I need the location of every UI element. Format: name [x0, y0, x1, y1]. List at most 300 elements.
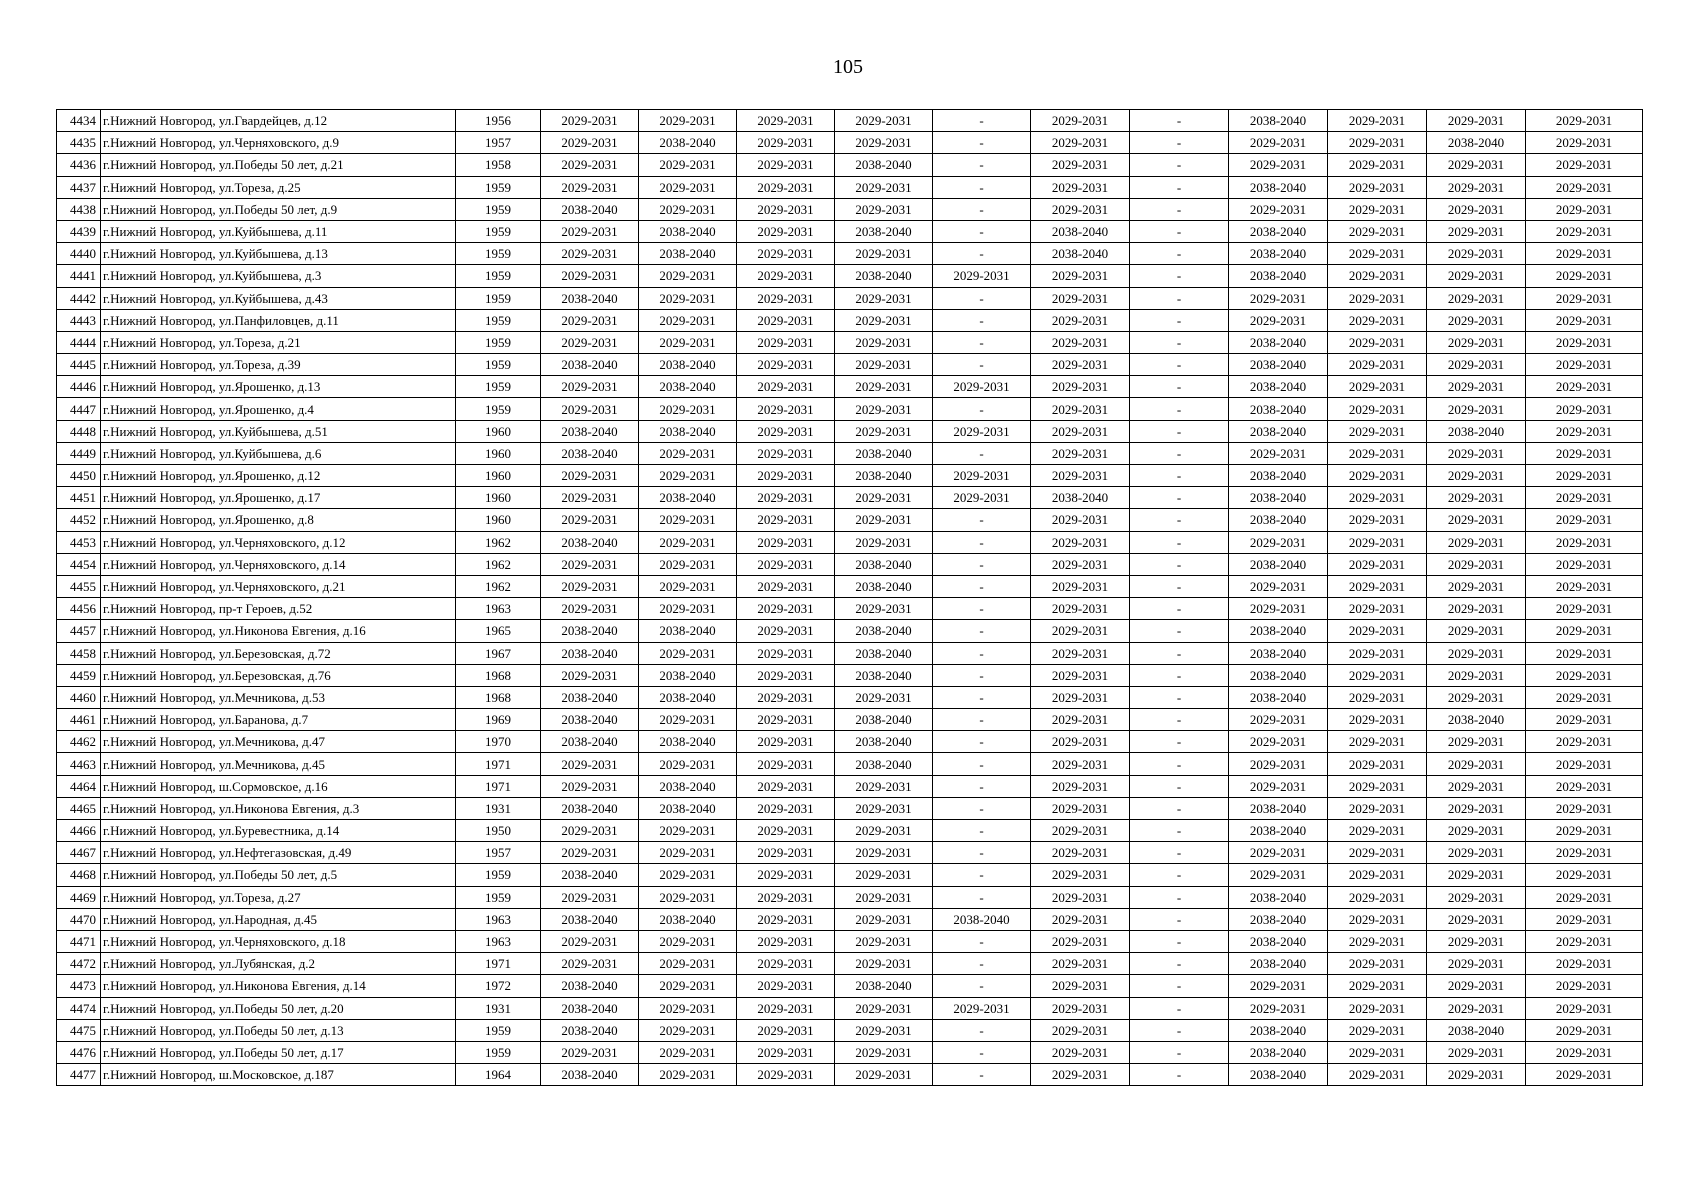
row-number-cell: 4452 — [57, 509, 101, 531]
period-col-6-cell: 2029-2031 — [1031, 930, 1130, 952]
period-col-9-cell: 2029-2031 — [1328, 1019, 1427, 1041]
period-col-2-cell: 2029-2031 — [639, 110, 737, 132]
address-cell: г.Нижний Новгород, ш.Московское, д.187 — [101, 1064, 456, 1086]
row-number-cell: 4475 — [57, 1019, 101, 1041]
period-col-4-cell: 2029-2031 — [835, 398, 933, 420]
address-cell: г.Нижний Новгород, ул.Тореза, д.27 — [101, 886, 456, 908]
period-col-6-cell: 2038-2040 — [1031, 487, 1130, 509]
period-col-11-cell: 2029-2031 — [1526, 686, 1643, 708]
period-col-1-cell: 2038-2040 — [541, 287, 639, 309]
row-number-cell: 4438 — [57, 198, 101, 220]
period-col-5-cell: - — [933, 354, 1031, 376]
period-col-6-cell: 2029-2031 — [1031, 531, 1130, 553]
build-year-cell: 1959 — [456, 376, 541, 398]
table-row — [57, 930, 1643, 952]
period-col-4-cell: 2029-2031 — [835, 930, 933, 952]
repair-schedule-table — [56, 109, 1643, 1086]
period-col-9-cell: 2029-2031 — [1328, 753, 1427, 775]
period-col-11-cell: 2029-2031 — [1526, 154, 1643, 176]
address-cell: г.Нижний Новгород, ул.Ярошенко, д.8 — [101, 509, 456, 531]
period-col-7-cell: - — [1130, 864, 1229, 886]
address-cell: г.Нижний Новгород, ул.Куйбышева, д.51 — [101, 420, 456, 442]
build-year-cell: 1957 — [456, 842, 541, 864]
period-col-6-cell: 2038-2040 — [1031, 243, 1130, 265]
period-col-8-cell: 2029-2031 — [1229, 775, 1328, 797]
period-col-6-cell: 2029-2031 — [1031, 154, 1130, 176]
period-col-4-cell: 2029-2031 — [835, 908, 933, 930]
address-cell: г.Нижний Новгород, ул.Победы 50 лет, д.9 — [101, 198, 456, 220]
period-col-8-cell: 2038-2040 — [1229, 908, 1328, 930]
period-col-11-cell: 2029-2031 — [1526, 864, 1643, 886]
period-col-4-cell: 2029-2031 — [835, 797, 933, 819]
build-year-cell: 1959 — [456, 220, 541, 242]
period-col-4-cell: 2029-2031 — [835, 1064, 933, 1086]
period-col-6-cell: 2029-2031 — [1031, 176, 1130, 198]
period-col-3-cell: 2029-2031 — [737, 243, 835, 265]
period-col-2-cell: 2029-2031 — [639, 598, 737, 620]
period-col-6-cell: 2029-2031 — [1031, 132, 1130, 154]
period-col-9-cell: 2029-2031 — [1328, 575, 1427, 597]
period-col-10-cell: 2029-2031 — [1427, 642, 1526, 664]
period-col-4-cell: 2038-2040 — [835, 265, 933, 287]
period-col-11-cell: 2029-2031 — [1526, 775, 1643, 797]
period-col-8-cell: 2038-2040 — [1229, 886, 1328, 908]
period-col-10-cell: 2038-2040 — [1427, 1019, 1526, 1041]
period-col-7-cell: - — [1130, 820, 1229, 842]
period-col-5-cell: - — [933, 686, 1031, 708]
period-col-8-cell: 2038-2040 — [1229, 1064, 1328, 1086]
period-col-10-cell: 2029-2031 — [1427, 864, 1526, 886]
table-row — [57, 953, 1643, 975]
row-number-cell: 4442 — [57, 287, 101, 309]
period-col-5-cell: - — [933, 398, 1031, 420]
period-col-6-cell: 2029-2031 — [1031, 642, 1130, 664]
period-col-2-cell: 2029-2031 — [639, 1041, 737, 1063]
period-col-7-cell: - — [1130, 930, 1229, 952]
build-year-cell: 1956 — [456, 110, 541, 132]
period-col-7-cell: - — [1130, 420, 1229, 442]
period-col-2-cell: 2029-2031 — [639, 820, 737, 842]
period-col-7-cell: - — [1130, 154, 1229, 176]
period-col-5-cell: - — [933, 287, 1031, 309]
period-col-6-cell: 2029-2031 — [1031, 620, 1130, 642]
period-col-6-cell: 2029-2031 — [1031, 376, 1130, 398]
period-col-5-cell: - — [933, 842, 1031, 864]
period-col-8-cell: 2029-2031 — [1229, 442, 1328, 464]
period-col-1-cell: 2029-2031 — [541, 553, 639, 575]
row-number-cell: 4451 — [57, 487, 101, 509]
period-col-3-cell: 2029-2031 — [737, 354, 835, 376]
period-col-8-cell: 2038-2040 — [1229, 110, 1328, 132]
period-col-10-cell: 2029-2031 — [1427, 953, 1526, 975]
period-col-1-cell: 2029-2031 — [541, 1041, 639, 1063]
period-col-8-cell: 2038-2040 — [1229, 953, 1328, 975]
address-cell: г.Нижний Новгород, ул.Победы 50 лет, д.13 — [101, 1019, 456, 1041]
address-cell: г.Нижний Новгород, ш.Сормовское, д.16 — [101, 775, 456, 797]
period-col-5-cell: - — [933, 620, 1031, 642]
period-col-3-cell: 2029-2031 — [737, 531, 835, 553]
table-row — [57, 243, 1643, 265]
period-col-11-cell: 2029-2031 — [1526, 886, 1643, 908]
build-year-cell: 1962 — [456, 531, 541, 553]
period-col-10-cell: 2029-2031 — [1427, 598, 1526, 620]
period-col-9-cell: 2029-2031 — [1328, 376, 1427, 398]
period-col-9-cell: 2029-2031 — [1328, 709, 1427, 731]
period-col-4-cell: 2038-2040 — [835, 154, 933, 176]
period-col-8-cell: 2038-2040 — [1229, 398, 1328, 420]
period-col-2-cell: 2029-2031 — [639, 709, 737, 731]
period-col-6-cell: 2029-2031 — [1031, 420, 1130, 442]
period-col-11-cell: 2029-2031 — [1526, 975, 1643, 997]
period-col-8-cell: 2038-2040 — [1229, 930, 1328, 952]
period-col-9-cell: 2029-2031 — [1328, 198, 1427, 220]
period-col-10-cell: 2029-2031 — [1427, 775, 1526, 797]
period-col-9-cell: 2029-2031 — [1328, 154, 1427, 176]
table-row — [57, 997, 1643, 1019]
period-col-6-cell: 2029-2031 — [1031, 709, 1130, 731]
period-col-4-cell: 2038-2040 — [835, 442, 933, 464]
period-col-3-cell: 2029-2031 — [737, 820, 835, 842]
period-col-5-cell: - — [933, 110, 1031, 132]
period-col-2-cell: 2038-2040 — [639, 686, 737, 708]
period-col-10-cell: 2029-2031 — [1427, 820, 1526, 842]
build-year-cell: 1960 — [456, 442, 541, 464]
table-row — [57, 642, 1643, 664]
row-number-cell: 4439 — [57, 220, 101, 242]
period-col-7-cell: - — [1130, 465, 1229, 487]
address-cell: г.Нижний Новгород, ул.Черняховского, д.9 — [101, 132, 456, 154]
period-col-1-cell: 2029-2031 — [541, 331, 639, 353]
row-number-cell: 4443 — [57, 309, 101, 331]
period-col-10-cell: 2029-2031 — [1427, 664, 1526, 686]
period-col-1-cell: 2038-2040 — [541, 198, 639, 220]
period-col-8-cell: 2038-2040 — [1229, 354, 1328, 376]
period-col-4-cell: 2038-2040 — [835, 664, 933, 686]
row-number-cell: 4476 — [57, 1041, 101, 1063]
row-number-cell: 4449 — [57, 442, 101, 464]
row-number-cell: 4454 — [57, 553, 101, 575]
period-col-11-cell: 2029-2031 — [1526, 176, 1643, 198]
period-col-5-cell: - — [933, 198, 1031, 220]
period-col-2-cell: 2029-2031 — [639, 1064, 737, 1086]
period-col-4-cell: 2029-2031 — [835, 420, 933, 442]
table-row — [57, 376, 1643, 398]
row-number-cell: 4472 — [57, 953, 101, 975]
period-col-10-cell: 2029-2031 — [1427, 575, 1526, 597]
period-col-8-cell: 2038-2040 — [1229, 176, 1328, 198]
period-col-9-cell: 2029-2031 — [1328, 176, 1427, 198]
period-col-3-cell: 2029-2031 — [737, 176, 835, 198]
period-col-5-cell: - — [933, 309, 1031, 331]
row-number-cell: 4444 — [57, 331, 101, 353]
period-col-11-cell: 2029-2031 — [1526, 620, 1643, 642]
row-number-cell: 4450 — [57, 465, 101, 487]
period-col-1-cell: 2038-2040 — [541, 908, 639, 930]
build-year-cell: 1959 — [456, 198, 541, 220]
period-col-11-cell: 2029-2031 — [1526, 1041, 1643, 1063]
period-col-7-cell: - — [1130, 398, 1229, 420]
period-col-5-cell: - — [933, 132, 1031, 154]
period-col-10-cell: 2029-2031 — [1427, 1041, 1526, 1063]
period-col-5-cell: - — [933, 1041, 1031, 1063]
period-col-8-cell: 2038-2040 — [1229, 620, 1328, 642]
period-col-6-cell: 2029-2031 — [1031, 265, 1130, 287]
period-col-9-cell: 2029-2031 — [1328, 886, 1427, 908]
period-col-9-cell: 2029-2031 — [1328, 1064, 1427, 1086]
period-col-10-cell: 2029-2031 — [1427, 797, 1526, 819]
period-col-5-cell: - — [933, 176, 1031, 198]
period-col-7-cell: - — [1130, 953, 1229, 975]
period-col-2-cell: 2029-2031 — [639, 331, 737, 353]
table-row — [57, 1019, 1643, 1041]
period-col-7-cell: - — [1130, 531, 1229, 553]
period-col-9-cell: 2029-2031 — [1328, 842, 1427, 864]
table-row — [57, 198, 1643, 220]
period-col-3-cell: 2029-2031 — [737, 487, 835, 509]
address-cell: г.Нижний Новгород, ул.Ярошенко, д.13 — [101, 376, 456, 398]
period-col-5-cell: 2029-2031 — [933, 997, 1031, 1019]
table-row — [57, 620, 1643, 642]
period-col-4-cell: 2029-2031 — [835, 110, 933, 132]
period-col-7-cell: - — [1130, 842, 1229, 864]
build-year-cell: 1959 — [456, 265, 541, 287]
period-col-2-cell: 2029-2031 — [639, 442, 737, 464]
period-col-10-cell: 2029-2031 — [1427, 243, 1526, 265]
period-col-7-cell: - — [1130, 1041, 1229, 1063]
period-col-8-cell: 2038-2040 — [1229, 642, 1328, 664]
table-row — [57, 686, 1643, 708]
period-col-8-cell: 2038-2040 — [1229, 265, 1328, 287]
build-year-cell: 1960 — [456, 465, 541, 487]
period-col-4-cell: 2029-2031 — [835, 1019, 933, 1041]
period-col-9-cell: 2029-2031 — [1328, 930, 1427, 952]
period-col-7-cell: - — [1130, 642, 1229, 664]
period-col-1-cell: 2029-2031 — [541, 753, 639, 775]
period-col-11-cell: 2029-2031 — [1526, 509, 1643, 531]
period-col-9-cell: 2029-2031 — [1328, 731, 1427, 753]
period-col-10-cell: 2029-2031 — [1427, 975, 1526, 997]
period-col-3-cell: 2029-2031 — [737, 686, 835, 708]
period-col-3-cell: 2029-2031 — [737, 709, 835, 731]
period-col-8-cell: 2038-2040 — [1229, 797, 1328, 819]
period-col-1-cell: 2038-2040 — [541, 864, 639, 886]
address-cell: г.Нижний Новгород, ул.Черняховского, д.12 — [101, 531, 456, 553]
table-row — [57, 487, 1643, 509]
address-cell: г.Нижний Новгород, ул.Куйбышева, д.13 — [101, 243, 456, 265]
period-col-10-cell: 2029-2031 — [1427, 487, 1526, 509]
period-col-1-cell: 2038-2040 — [541, 997, 639, 1019]
period-col-8-cell: 2038-2040 — [1229, 686, 1328, 708]
period-col-1-cell: 2038-2040 — [541, 531, 639, 553]
period-col-5-cell: - — [933, 797, 1031, 819]
row-number-cell: 4463 — [57, 753, 101, 775]
period-col-8-cell: 2029-2031 — [1229, 531, 1328, 553]
address-cell: г.Нижний Новгород, ул.Тореза, д.25 — [101, 176, 456, 198]
period-col-6-cell: 2029-2031 — [1031, 442, 1130, 464]
period-col-4-cell: 2029-2031 — [835, 598, 933, 620]
period-col-7-cell: - — [1130, 709, 1229, 731]
period-col-9-cell: 2029-2031 — [1328, 997, 1427, 1019]
period-col-6-cell: 2029-2031 — [1031, 908, 1130, 930]
period-col-6-cell: 2029-2031 — [1031, 953, 1130, 975]
build-year-cell: 1960 — [456, 509, 541, 531]
build-year-cell: 1971 — [456, 753, 541, 775]
period-col-9-cell: 2029-2031 — [1328, 775, 1427, 797]
period-col-4-cell: 2038-2040 — [835, 709, 933, 731]
build-year-cell: 1958 — [456, 154, 541, 176]
period-col-8-cell: 2038-2040 — [1229, 553, 1328, 575]
period-col-3-cell: 2029-2031 — [737, 331, 835, 353]
period-col-2-cell: 2038-2040 — [639, 243, 737, 265]
address-cell: г.Нижний Новгород, ул.Никонова Евгения, д.16 — [101, 620, 456, 642]
period-col-3-cell: 2029-2031 — [737, 975, 835, 997]
period-col-3-cell: 2029-2031 — [737, 953, 835, 975]
address-cell: г.Нижний Новгород, ул.Черняховского, д.18 — [101, 930, 456, 952]
period-col-9-cell: 2029-2031 — [1328, 531, 1427, 553]
table-row — [57, 908, 1643, 930]
period-col-7-cell: - — [1130, 354, 1229, 376]
period-col-2-cell: 2038-2040 — [639, 132, 737, 154]
period-col-11-cell: 2029-2031 — [1526, 709, 1643, 731]
period-col-1-cell: 2029-2031 — [541, 664, 639, 686]
row-number-cell: 4434 — [57, 110, 101, 132]
build-year-cell: 1959 — [456, 287, 541, 309]
page-number: 105 — [833, 56, 863, 78]
period-col-1-cell: 2029-2031 — [541, 176, 639, 198]
period-col-5-cell: - — [933, 953, 1031, 975]
period-col-7-cell: - — [1130, 220, 1229, 242]
period-col-8-cell: 2038-2040 — [1229, 509, 1328, 531]
period-col-7-cell: - — [1130, 886, 1229, 908]
period-col-11-cell: 2029-2031 — [1526, 664, 1643, 686]
address-cell: г.Нижний Новгород, ул.Гвардейцев, д.12 — [101, 110, 456, 132]
period-col-11-cell: 2029-2031 — [1526, 331, 1643, 353]
period-col-2-cell: 2038-2040 — [639, 354, 737, 376]
row-number-cell: 4470 — [57, 908, 101, 930]
period-col-10-cell: 2029-2031 — [1427, 398, 1526, 420]
row-number-cell: 4466 — [57, 820, 101, 842]
period-col-10-cell: 2029-2031 — [1427, 376, 1526, 398]
address-cell: г.Нижний Новгород, ул.Куйбышева, д.43 — [101, 287, 456, 309]
period-col-8-cell: 2029-2031 — [1229, 598, 1328, 620]
period-col-3-cell: 2029-2031 — [737, 620, 835, 642]
period-col-4-cell: 2038-2040 — [835, 620, 933, 642]
period-col-6-cell: 2029-2031 — [1031, 1019, 1130, 1041]
period-col-3-cell: 2029-2031 — [737, 997, 835, 1019]
period-col-4-cell: 2029-2031 — [835, 331, 933, 353]
period-col-10-cell: 2038-2040 — [1427, 132, 1526, 154]
address-cell: г.Нижний Новгород, ул.Победы 50 лет, д.21 — [101, 154, 456, 176]
period-col-4-cell: 2029-2031 — [835, 354, 933, 376]
period-col-7-cell: - — [1130, 198, 1229, 220]
period-col-2-cell: 2038-2040 — [639, 797, 737, 819]
period-col-5-cell: - — [933, 531, 1031, 553]
address-cell: г.Нижний Новгород, ул.Никонова Евгения, д.3 — [101, 797, 456, 819]
period-col-7-cell: - — [1130, 731, 1229, 753]
table-row — [57, 1064, 1643, 1086]
build-year-cell: 1964 — [456, 1064, 541, 1086]
address-cell: г.Нижний Новгород, ул.Панфиловцев, д.11 — [101, 309, 456, 331]
build-year-cell: 1965 — [456, 620, 541, 642]
period-col-8-cell: 2038-2040 — [1229, 820, 1328, 842]
period-col-1-cell: 2029-2031 — [541, 509, 639, 531]
build-year-cell: 1963 — [456, 930, 541, 952]
build-year-cell: 1963 — [456, 908, 541, 930]
period-col-2-cell: 2029-2031 — [639, 930, 737, 952]
period-col-6-cell: 2029-2031 — [1031, 1041, 1130, 1063]
period-col-6-cell: 2029-2031 — [1031, 309, 1130, 331]
build-year-cell: 1959 — [456, 331, 541, 353]
period-col-10-cell: 2029-2031 — [1427, 731, 1526, 753]
period-col-11-cell: 2029-2031 — [1526, 598, 1643, 620]
address-cell: г.Нижний Новгород, ул.Нефтегазовская, д.49 — [101, 842, 456, 864]
build-year-cell: 1967 — [456, 642, 541, 664]
period-col-3-cell: 2029-2031 — [737, 132, 835, 154]
period-col-10-cell: 2029-2031 — [1427, 1064, 1526, 1086]
table-body — [57, 110, 1643, 1086]
period-col-3-cell: 2029-2031 — [737, 420, 835, 442]
period-col-9-cell: 2029-2031 — [1328, 265, 1427, 287]
period-col-6-cell: 2029-2031 — [1031, 842, 1130, 864]
build-year-cell: 1959 — [456, 1019, 541, 1041]
address-cell: г.Нижний Новгород, ул.Мечникова, д.47 — [101, 731, 456, 753]
table-row — [57, 309, 1643, 331]
build-year-cell: 1971 — [456, 953, 541, 975]
table-row — [57, 287, 1643, 309]
build-year-cell: 1969 — [456, 709, 541, 731]
row-number-cell: 4473 — [57, 975, 101, 997]
period-col-4-cell: 2029-2031 — [835, 886, 933, 908]
address-cell: г.Нижний Новгород, ул.Черняховского, д.14 — [101, 553, 456, 575]
build-year-cell: 1959 — [456, 309, 541, 331]
period-col-5-cell: - — [933, 930, 1031, 952]
period-col-6-cell: 2029-2031 — [1031, 753, 1130, 775]
period-col-8-cell: 2029-2031 — [1229, 975, 1328, 997]
period-col-7-cell: - — [1130, 620, 1229, 642]
period-col-5-cell: 2029-2031 — [933, 376, 1031, 398]
period-col-10-cell: 2029-2031 — [1427, 110, 1526, 132]
period-col-2-cell: 2029-2031 — [639, 842, 737, 864]
period-col-4-cell: 2038-2040 — [835, 575, 933, 597]
period-col-11-cell: 2029-2031 — [1526, 1064, 1643, 1086]
period-col-4-cell: 2038-2040 — [835, 220, 933, 242]
period-col-4-cell: 2029-2031 — [835, 864, 933, 886]
period-col-3-cell: 2029-2031 — [737, 265, 835, 287]
row-number-cell: 4459 — [57, 664, 101, 686]
period-col-1-cell: 2038-2040 — [541, 642, 639, 664]
period-col-9-cell: 2029-2031 — [1328, 487, 1427, 509]
table-row — [57, 886, 1643, 908]
period-col-3-cell: 2029-2031 — [737, 1041, 835, 1063]
period-col-8-cell: 2038-2040 — [1229, 1041, 1328, 1063]
period-col-2-cell: 2038-2040 — [639, 487, 737, 509]
period-col-1-cell: 2029-2031 — [541, 930, 639, 952]
period-col-6-cell: 2029-2031 — [1031, 864, 1130, 886]
period-col-2-cell: 2038-2040 — [639, 664, 737, 686]
table-row — [57, 775, 1643, 797]
address-cell: г.Нижний Новгород, ул.Ярошенко, д.4 — [101, 398, 456, 420]
period-col-5-cell: - — [933, 975, 1031, 997]
period-col-7-cell: - — [1130, 553, 1229, 575]
period-col-10-cell: 2029-2031 — [1427, 908, 1526, 930]
table-row — [57, 553, 1643, 575]
period-col-11-cell: 2029-2031 — [1526, 309, 1643, 331]
period-col-8-cell: 2038-2040 — [1229, 465, 1328, 487]
period-col-1-cell: 2029-2031 — [541, 110, 639, 132]
table-row — [57, 975, 1643, 997]
table-row — [57, 575, 1643, 597]
period-col-1-cell: 2038-2040 — [541, 354, 639, 376]
